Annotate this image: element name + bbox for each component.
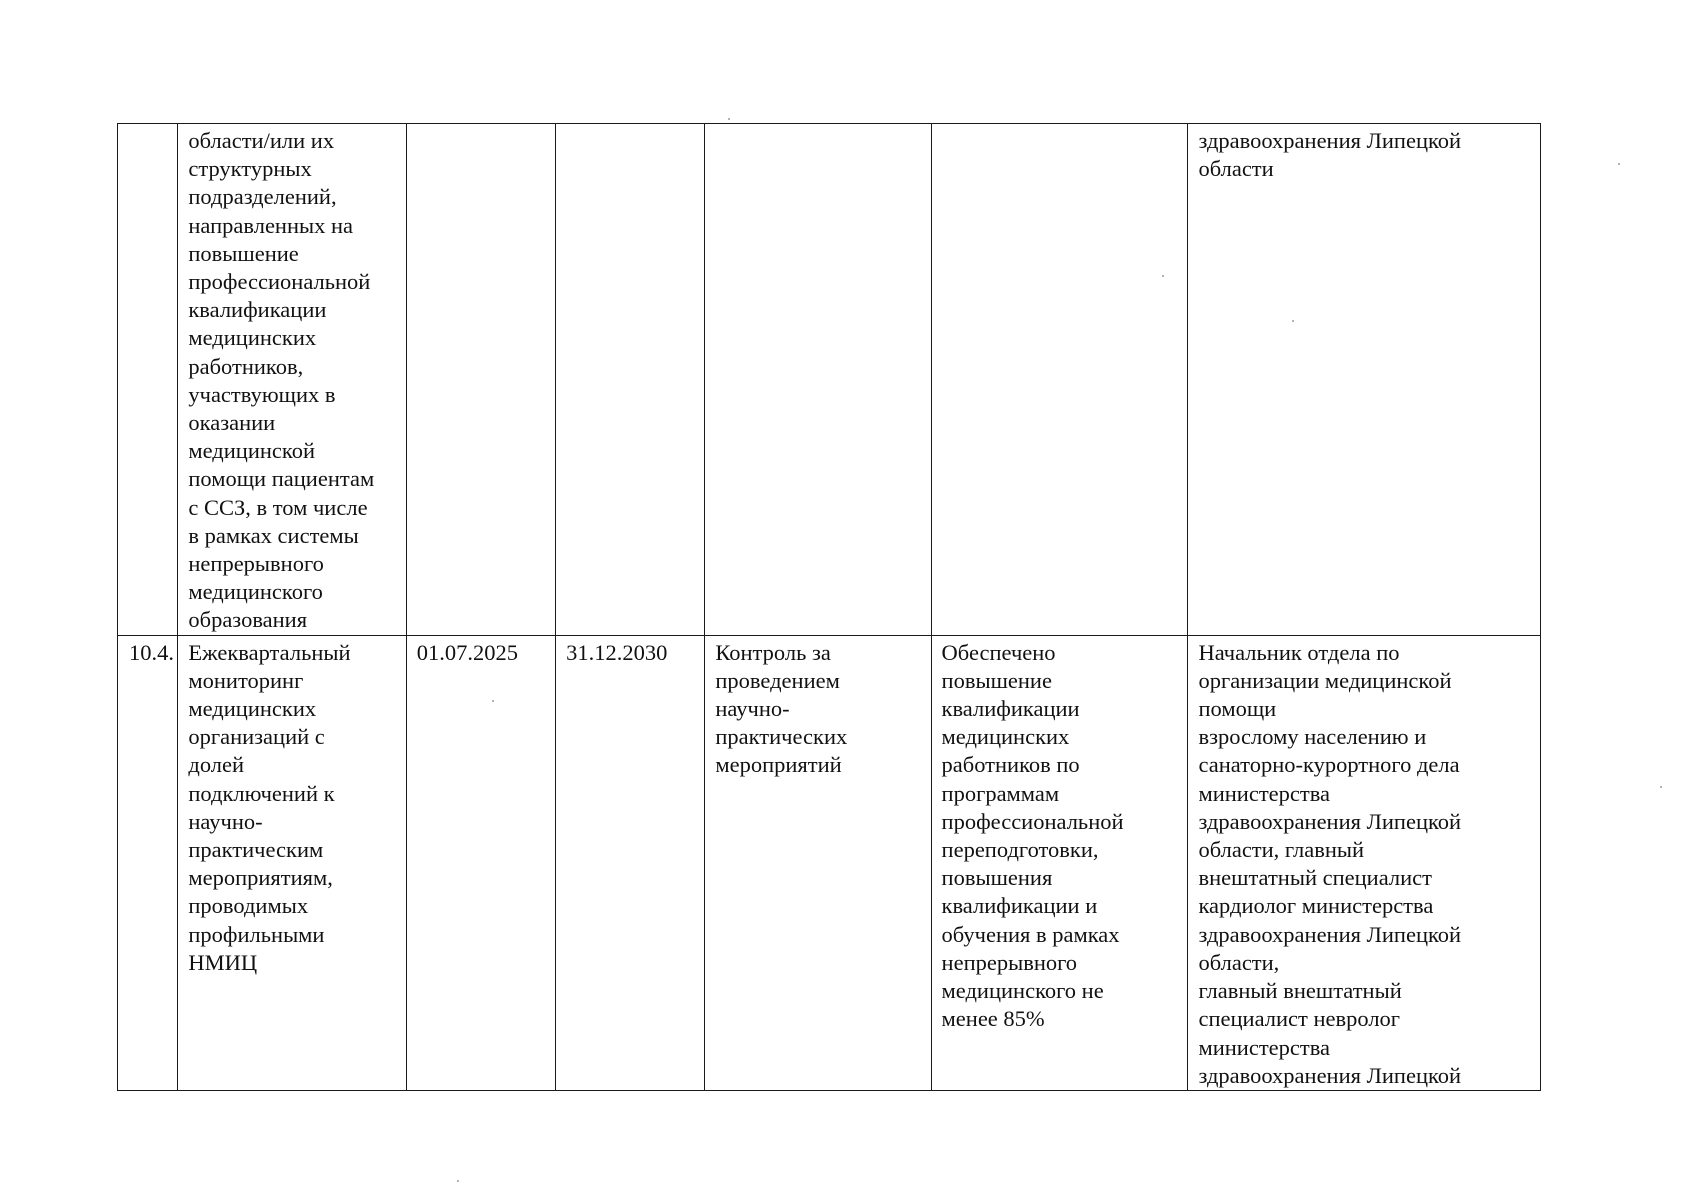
start-date-cell	[406, 124, 555, 636]
table-row	[118, 124, 1541, 636]
result-cell	[931, 124, 1188, 636]
end-date-cell: 31.12.2030	[556, 635, 705, 1090]
scan-speck	[1292, 320, 1294, 322]
result-cell: Обеспечено повышение квалификации медицинских работников по программам профессиональной переподготовки, повышения квалификации и обучения в рамках непрерывного медицинского не менее 85%	[931, 635, 1188, 1090]
activity-name-cell: области/или их структурных подразделений, направленных на повышение профессиональной квалификации медицинских работников, участвующих в оказании медицинской помощи пациентам с ССЗ, в том числе в рамках системы непрерывного медицинского образования	[178, 124, 406, 636]
table-row	[118, 635, 1541, 1090]
scan-speck	[1162, 275, 1164, 277]
row-number-cell	[118, 124, 178, 636]
scan-speck	[457, 1180, 459, 1182]
start-date-cell: 01.07.2025	[406, 635, 555, 1090]
scan-speck	[728, 118, 730, 120]
scan-speck	[1660, 786, 1662, 788]
plan-table	[117, 123, 1541, 1091]
row-number-cell: 10.4.	[118, 635, 178, 1090]
activity-name-cell: Ежеквартальный мониторинг медицинских организаций с долей подключений к научно- практическим мероприятиям, проводимых профильными НМИЦ	[178, 635, 406, 1090]
end-date-cell	[556, 124, 705, 636]
scan-speck	[492, 700, 494, 702]
control-cell	[705, 124, 931, 636]
responsible-cell: здравоохранения Липецкой области	[1188, 124, 1541, 636]
control-cell: Контроль за проведением научно- практических мероприятий	[705, 635, 931, 1090]
scan-speck	[1618, 163, 1620, 165]
responsible-cell: Начальник отдела по организации медицинской помощи взрослому населению и санаторно-курортного дела министерства здравоохранения Липецкой области, главный внештатный специалист кардиолог министерства здравоохранения Липецкой области, главный внештатный специалист невролог министерства здравоохранения Липецкой	[1188, 635, 1541, 1090]
